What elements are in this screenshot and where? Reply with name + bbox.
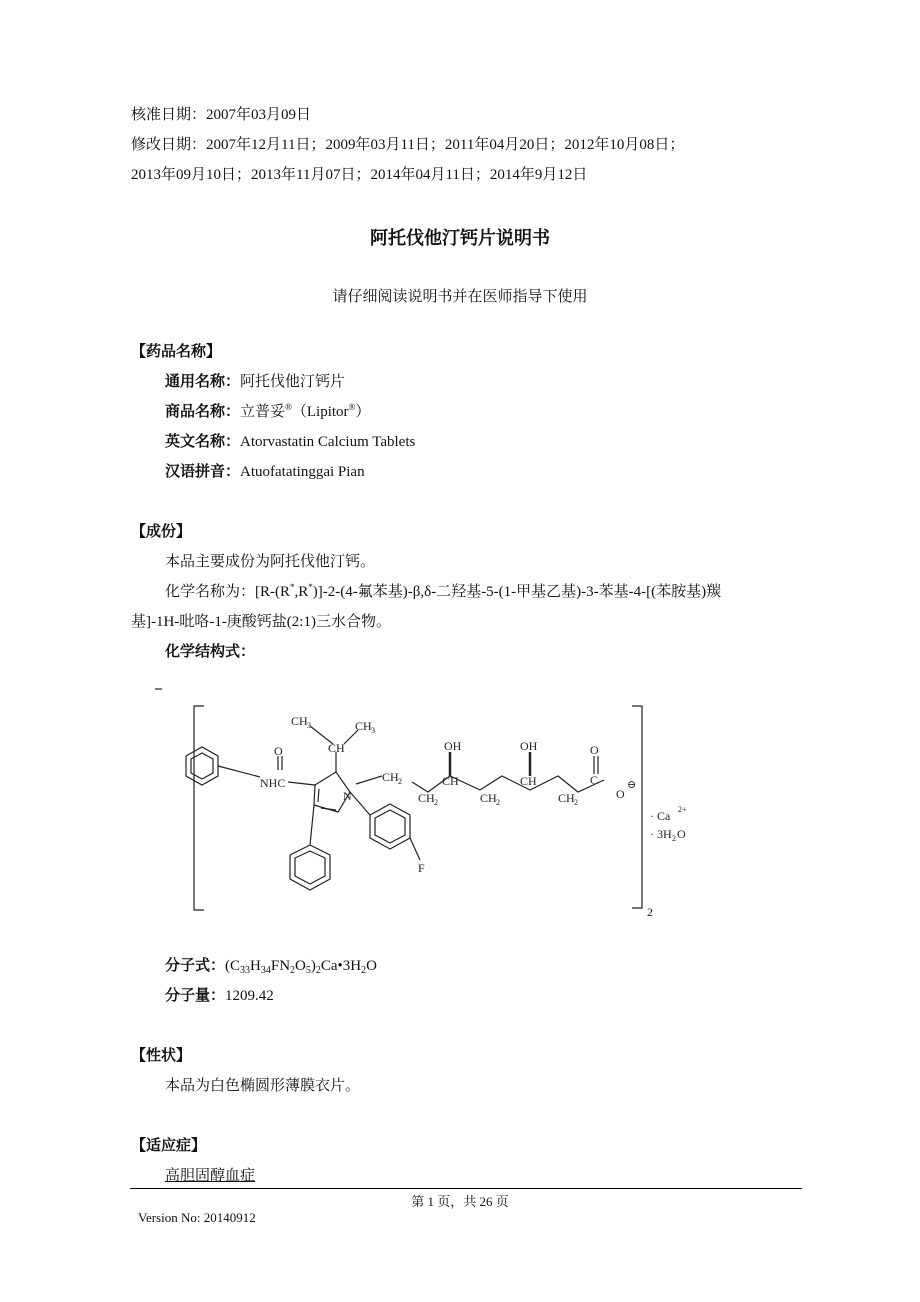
water-label: · 3H (650, 827, 672, 841)
sub-2-a: 2 (398, 777, 402, 786)
revision-date-line-1 (131, 133, 684, 154)
atom-ch2-a: CH (382, 770, 399, 784)
formula-s1: 33 (240, 965, 251, 976)
formula-s5: 2 (315, 965, 321, 976)
atom-oh-2: OH (520, 739, 538, 753)
sub-2-c: 2 (496, 798, 500, 807)
phenyl-ring-bottom (290, 845, 330, 890)
chemical-structure-diagram (150, 680, 690, 925)
registered-mark-2: ® (348, 402, 356, 412)
weight-value: 1209.42 (225, 988, 274, 1004)
molecular-weight-row (165, 984, 274, 1005)
fluorophenyl-ring (370, 804, 410, 849)
structure-label: 化学结构式： (165, 644, 256, 660)
pinyin-row (165, 460, 365, 481)
composition-heading: 【成份】 (131, 524, 192, 540)
generic-name-value: 阿托伐他汀钙片 (240, 374, 346, 390)
generic-name-label: 通用名称： (165, 374, 241, 390)
formula-p6: Ca•3H (320, 958, 362, 974)
page-number: 第 1 页，共 26 页 (411, 1194, 509, 1209)
calcium-ion: · Ca (650, 809, 671, 823)
document-subtitle: 请仔细阅读说明书并在医师指导下使用 (332, 289, 588, 305)
english-name-label: 英文名称： (165, 434, 241, 450)
formula-p3: FN (270, 958, 291, 974)
atom-o-acid: O (590, 743, 599, 757)
atom-ch2-d: CH (558, 791, 575, 805)
sub-3-right: 3 (371, 726, 375, 735)
chemical-name-part-3: )]-2-(4-氟苯基)-β,δ-二羟基-5-(1-甲基乙基)-3-苯基-4-[(苯胺基)羰 (312, 584, 722, 600)
formula-p4: O (295, 958, 306, 974)
formula-p2: H (250, 958, 261, 974)
drug-name-heading: 【药品名称】 (131, 344, 222, 360)
indication-item-hypercholesterolemia: 高胆固醇血症 (165, 1168, 256, 1184)
water-o: O (677, 827, 686, 841)
molecular-formula-row (165, 954, 377, 975)
right-bracket (632, 706, 642, 908)
approval-date-line (131, 103, 311, 124)
atom-n: N (343, 789, 352, 803)
atom-f: F (418, 861, 425, 875)
footer-divider (130, 1188, 802, 1189)
document-title: 阿托伐他汀钙片说明书 (370, 228, 550, 248)
atom-o-minus: O (616, 787, 625, 801)
atom-o-amide: O (274, 744, 283, 758)
calcium-charge: 2+ (678, 805, 687, 814)
atom-nhc: NHC (260, 776, 286, 790)
atom-ch-1: CH (442, 774, 459, 788)
atom-ch-isopropyl: CH (328, 741, 345, 755)
sub-2-d: 2 (574, 798, 578, 807)
pinyin-label: 汉语拼音： (165, 464, 241, 480)
chemical-name-part-2: ,R (294, 584, 309, 600)
generic-name-row (165, 370, 345, 391)
revision-dates-1: 2007年12月11日；2009年03月11日；2011年04月20日；2012年10月08日； (206, 137, 685, 153)
atom-oh-1: OH (444, 739, 462, 753)
left-bracket (194, 706, 204, 910)
weight-label: 分子量： (165, 988, 226, 1004)
trade-name-cn: 立普妥 (240, 404, 286, 420)
appearance-text: 本品为白色椭圆形薄膜衣片。 (165, 1078, 361, 1094)
approval-date: 2007年03月09日 (206, 107, 312, 123)
formula-s3: 2 (290, 965, 296, 976)
atom-ch3-left: CH (291, 714, 308, 728)
english-name-row (165, 430, 415, 451)
formula-s6: 2 (361, 965, 367, 976)
formula-label: 分子式： (165, 958, 226, 974)
atom-ch3-right: CH (355, 719, 372, 733)
english-name-value: Atorvastatin Calcium Tablets (240, 434, 416, 450)
registered-mark: ® (285, 402, 292, 412)
approval-label: 核准日期： (131, 107, 207, 123)
sub-3-left: 3 (307, 721, 311, 730)
chemical-name-part-1: [R-(R (255, 584, 291, 600)
formula-p7: O (366, 958, 377, 974)
pinyin-value: Atuofatatinggai Pian (240, 464, 365, 480)
atom-ch2-c: CH (480, 791, 497, 805)
atom-c-acid: C (590, 773, 599, 787)
stereo-star-1: * (290, 582, 295, 592)
trade-name-en: （Lipitor (291, 404, 349, 420)
version-number: Version No: 20140912 (138, 1210, 256, 1225)
bracket-subscript: 2 (647, 905, 653, 919)
stereo-star-2: * (308, 582, 313, 592)
trade-name-label: 商品名称： (165, 404, 241, 420)
trade-name-close: ） (355, 404, 371, 420)
chemical-name-line-1 (165, 580, 721, 601)
atom-ch2-b: CH (418, 791, 435, 805)
atom-ch-2: CH (520, 774, 537, 788)
appearance-heading: 【性状】 (131, 1048, 192, 1064)
revision-dates-2: 2013年09月10日；2013年11月07日；2014年04月11日；2014年9月12日 (131, 167, 588, 183)
revision-date-line-2 (131, 163, 587, 184)
formula-s4: 5 (305, 965, 311, 976)
composition-main: 本品主要成份为阿托伐他汀钙。 (165, 554, 376, 570)
revision-label: 修改日期： (131, 137, 207, 153)
water-sub: 2 (672, 834, 676, 843)
trade-name-row (165, 400, 370, 421)
formula-p1: (C (225, 958, 241, 974)
sub-2-b: 2 (434, 798, 438, 807)
formula-s2: 34 (260, 965, 271, 976)
chemical-name-label: 化学名称为： (165, 584, 256, 600)
indications-heading: 【适应症】 (131, 1138, 207, 1154)
formula-p5: ) (310, 958, 316, 974)
negative-charge: ⊖ (627, 779, 637, 791)
chemical-name-line-2: 基]-1H-吡咯-1-庚酸钙盐(2:1)三水合物。 (131, 614, 391, 630)
